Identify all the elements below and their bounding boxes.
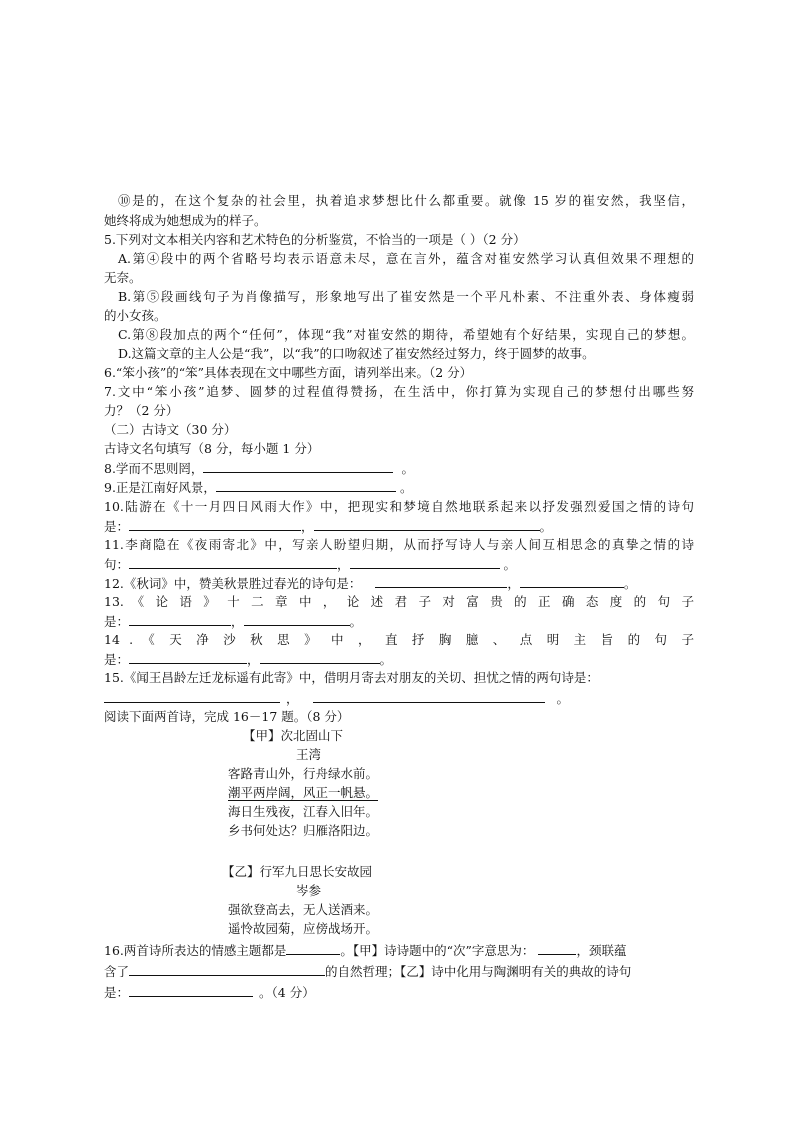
q12-answer-blank-2[interactable] bbox=[520, 574, 624, 588]
q10-answer bbox=[104, 517, 694, 535]
q16-l3-pre: 是： bbox=[104, 985, 130, 1000]
q5-option-a-line2: 无奈。 bbox=[104, 270, 142, 285]
poem-b-author: 岑参 bbox=[296, 883, 322, 898]
poem-a-line-2-text: 潮平两岸阔，风正一帆悬。 bbox=[228, 785, 379, 800]
q12-answer-blank-1[interactable] bbox=[375, 574, 507, 588]
passage-paragraph-10-line1: ⑩是的，在这个复杂的社会里，执着追求梦想比什么都重要。就像 15 岁的崔安然，我坚信， bbox=[118, 193, 694, 208]
q14-end: 。 bbox=[379, 652, 393, 667]
q5-option-a-line1: A.第④段中的两个省略号均表示语意未尽，意在言外，蕴含对崔安然学习认真但效果不理想的 bbox=[118, 251, 694, 266]
q14-answer bbox=[104, 650, 694, 668]
q8-text: 8.学而不思则罔， bbox=[104, 461, 204, 476]
poem-a-line-2-underlined bbox=[228, 784, 378, 802]
q13-answer bbox=[104, 612, 694, 630]
q16-stem-post: ，颈联蕴 bbox=[576, 943, 627, 958]
q15-answer-blank-1[interactable] bbox=[104, 689, 280, 703]
q15-end: 。 bbox=[556, 691, 570, 706]
q14-stem: 14 . 《 天 净 沙 秋 思 》 中 ， 直 抒 胸 臆 、 点 明 主 旨 的 句 子 bbox=[104, 632, 694, 647]
q7-stem-line2: 力？（2 分） bbox=[104, 403, 179, 418]
q12-comma: ， bbox=[507, 576, 520, 591]
passage-paragraph-10-line2: 她终将成为她想成为的样子。 bbox=[104, 213, 267, 228]
q13-stem: 13. 《 论 语 》 十 二 章 中 ， 论 述 君 子 对 富 贵 的 正 确 态 度 的 句 子 bbox=[104, 594, 694, 609]
q16-l2-post: 的自然哲理；【乙】诗中化用与陶渊明有关的典故的诗句 bbox=[325, 964, 632, 979]
q10-answer-blank-1[interactable] bbox=[129, 517, 301, 531]
q5-option-d: D.这篇文章的主人公是“我”，以“我”的口吻叙述了崔安然经过努力，终于圆梦的故事。 bbox=[118, 346, 595, 361]
q6-stem: 6.“笨小孩”的“笨”具体表现在文中哪些方面，请列举出来。（2 分） bbox=[104, 365, 473, 380]
q16-l3-post: 。（4 分） bbox=[259, 985, 315, 1000]
q5-stem: 5.下列对文本相关内容和艺术特色的分析鉴赏，不恰当的一项是（ ）（2 分） bbox=[104, 232, 526, 247]
q16-stem-pre: 16.两首诗所表达的情感主题都是 bbox=[104, 943, 287, 958]
q13-answer-blank-1[interactable] bbox=[129, 612, 231, 626]
fill-in-title: 古诗文名句填写（8 分，每小题 1 分） bbox=[104, 441, 320, 456]
q10-stem: 10.陆游在《十一月四日风雨大作》中，把现实和梦境自然地联系起来以抒发强烈爱国之情的诗句 bbox=[104, 499, 694, 514]
q10-answer-blank-2[interactable] bbox=[314, 517, 540, 531]
q9-text: 9.正是江南好风景， bbox=[104, 480, 216, 495]
reading-intro: 阅读下面两首诗，完成 16－17 题。（8 分） bbox=[104, 709, 350, 724]
q13-answer-blank-2[interactable] bbox=[244, 612, 350, 626]
q10-comma: ， bbox=[301, 519, 314, 534]
q16-line1 bbox=[104, 941, 694, 959]
poem-a-line-3: 海日生残夜，江春入旧年。 bbox=[228, 804, 379, 819]
poem-a-title: 【甲】次北固山下 bbox=[243, 728, 344, 743]
q12-text: 12.《秋词》中，赞美秋景胜过春光的诗句是： bbox=[104, 576, 362, 591]
q14-answer-blank-1[interactable] bbox=[129, 650, 247, 664]
poem-a-line-1: 客路青山外，行舟绿水前。 bbox=[228, 766, 379, 781]
q5-option-b-line2: 的小女孩。 bbox=[104, 308, 167, 323]
q8-answer-blank[interactable] bbox=[203, 459, 393, 473]
q14-answer-blank-2[interactable] bbox=[260, 650, 380, 664]
q16-stem-mid: 。【甲】诗诗题中的“次”字意思为： bbox=[340, 943, 535, 958]
q10-end: 。 bbox=[539, 519, 553, 534]
q16-answer-blank-3[interactable] bbox=[129, 962, 325, 976]
q11-answer bbox=[104, 555, 694, 573]
q15-stem: 15.《闻王昌龄左迁龙标遥有此寄》中，借明月寄去对朋友的关切、担忧之情的两句诗是： bbox=[104, 670, 599, 685]
q11-end: 。 bbox=[503, 557, 517, 572]
q13-end: 。 bbox=[349, 614, 363, 629]
q14-prefix: 是： bbox=[104, 652, 130, 667]
q14-comma: ， bbox=[247, 652, 260, 667]
poem-a-author: 王湾 bbox=[296, 747, 322, 762]
q16-l2-pre: 含了 bbox=[104, 964, 130, 979]
q13-comma: ， bbox=[231, 614, 244, 629]
q11-stem: 11.李商隐在《夜雨寄北》中，写亲人盼望归期，从而抒写诗人与亲人间互相思念的真挚之情的诗 bbox=[104, 537, 694, 552]
q12 bbox=[104, 574, 694, 592]
q10-prefix: 是： bbox=[104, 519, 130, 534]
q16-answer-blank-4[interactable] bbox=[129, 983, 253, 997]
poem-a-line-4: 乡书何处达？归雁洛阳边。 bbox=[228, 823, 379, 838]
q16-line2 bbox=[104, 962, 694, 980]
poem-b-title: 【乙】行军九日思长安故园 bbox=[222, 864, 373, 879]
q11-comma: ， bbox=[337, 557, 350, 572]
q8-end: 。 bbox=[401, 461, 414, 476]
q16-line3 bbox=[104, 983, 694, 1001]
q16-answer-blank-2[interactable] bbox=[538, 941, 576, 955]
q11-answer-blank-2[interactable] bbox=[350, 555, 500, 569]
q11-answer-blank-1[interactable] bbox=[129, 555, 337, 569]
section-2-heading: （二）古诗文（30 分） bbox=[104, 422, 237, 437]
q16-answer-blank-1[interactable] bbox=[286, 941, 340, 955]
q15-answer-blank-2[interactable] bbox=[313, 689, 545, 703]
q15-comma: ， bbox=[286, 691, 299, 706]
q9-answer-blank[interactable] bbox=[216, 478, 396, 492]
q7-stem-line1: 7.文中“笨小孩”追梦、圆梦的过程值得赞扬，在生活中，你打算为实现自己的梦想付出哪些努 bbox=[104, 384, 694, 399]
q9 bbox=[104, 478, 694, 496]
q11-prefix: 句： bbox=[104, 557, 130, 572]
q9-end: 。 bbox=[399, 480, 413, 495]
poem-b-line-2: 遥怜故园菊，应傍战场开。 bbox=[228, 921, 379, 936]
poem-b-line-1: 强欲登高去，无人送酒来。 bbox=[228, 902, 379, 917]
q8 bbox=[104, 459, 694, 477]
q15-answer bbox=[104, 689, 694, 707]
q5-option-b-line1: B.第⑤段画线句子为肖像描写，形象地写出了崔安然是一个平凡朴素、不注重外表、身体瘦弱 bbox=[118, 289, 694, 304]
q5-option-c: C.第⑧段加点的两个“任何”，体现“我”对崔安然的期待，希望她有个好结果，实现自己的梦想。 bbox=[118, 327, 694, 342]
q12-end: 。 bbox=[623, 576, 637, 591]
q13-prefix: 是： bbox=[104, 614, 130, 629]
